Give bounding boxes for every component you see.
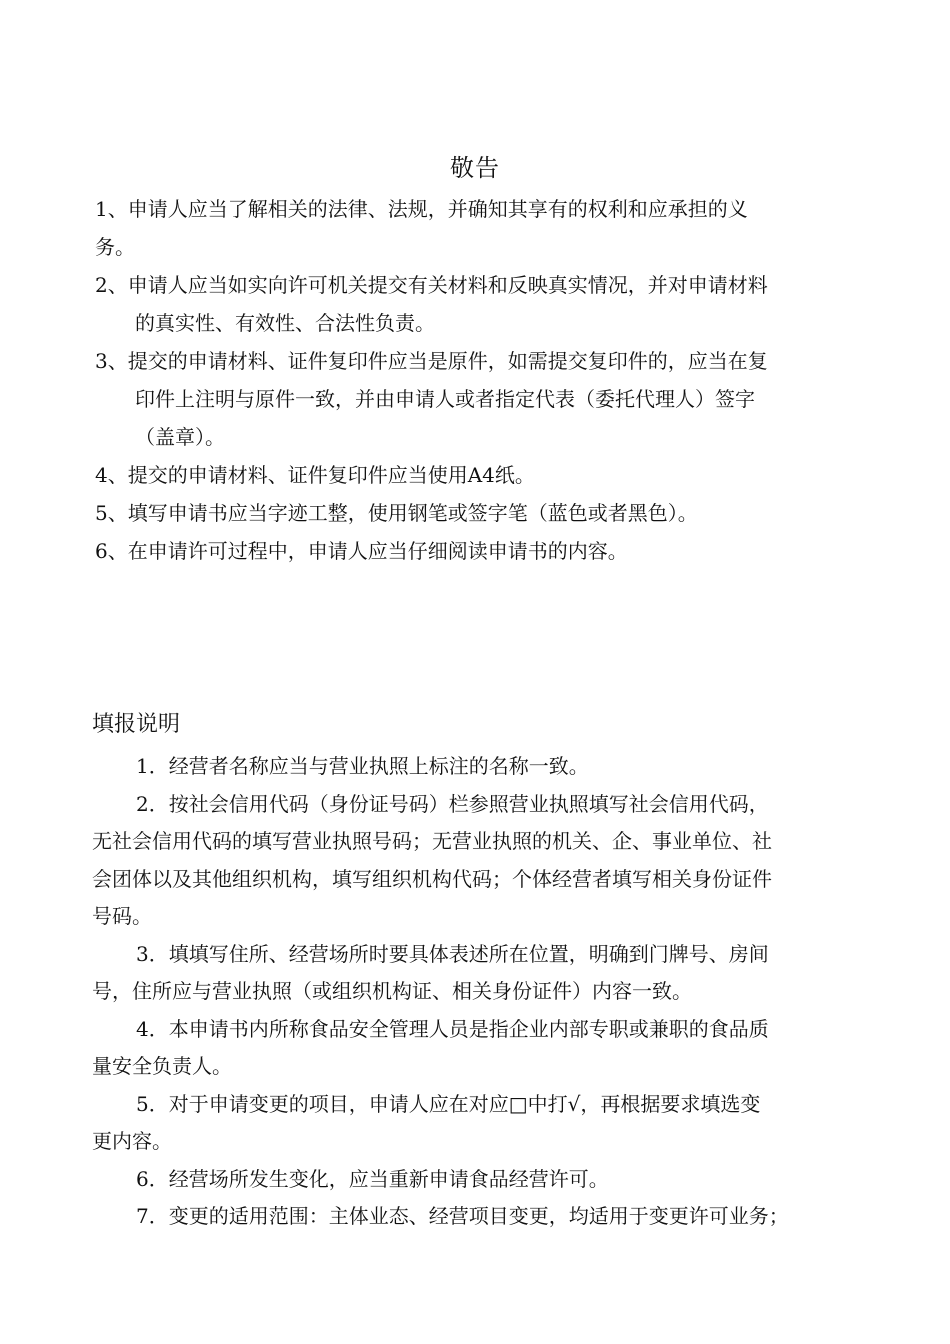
instruction-line: 号，住所应与营业执照（或组织机构证、相关身份证件）内容一致。 (92, 979, 692, 1003)
notice-line: 4、提交的申请材料、证件复印件应当使用A4纸。 (95, 463, 535, 487)
notice-item-3 (95, 342, 865, 456)
instruction-line: 7．变更的适用范围：主体业态、经营项目变更，均适用于变更许可业务； (136, 1204, 789, 1228)
instruction-line: 1．经营者名称应当与营业执照上标注的名称一致。 (136, 754, 589, 778)
notice-line: 6、在申请许可过程中，申请人应当仔细阅读申请书的内容。 (95, 539, 628, 563)
instruction-item-3 (92, 936, 867, 1011)
notice-item-4 (95, 456, 865, 494)
notice-item-5 (95, 494, 865, 532)
notice-title: 敬告 (450, 154, 500, 182)
instruction-line: 3．填填写住所、经营场所时要具体表述所在位置，明确到门牌号、房间 (136, 941, 769, 966)
instruction-line: 4．本申请书内所称食品安全管理人员是指企业内部专职或兼职的食品质 (136, 1016, 769, 1041)
notice-line: 的真实性、有效性、合法性负责。 (135, 311, 435, 335)
instructions-list (92, 748, 867, 1236)
instruction-line: 量安全负责人。 (92, 1054, 232, 1078)
notice-list (95, 190, 865, 570)
instruction-line: 号码。 (92, 904, 152, 928)
notice-line: （盖章）。 (135, 425, 225, 449)
instruction-item-2 (92, 786, 867, 936)
instruction-item-6 (92, 1161, 867, 1199)
notice-line: 印件上注明与原件一致，并由申请人或者指定代表（委托代理人）签字 (135, 387, 755, 411)
instructions-title: 填报说明 (92, 712, 181, 737)
instruction-item-4 (92, 1011, 867, 1086)
notice-item-2 (95, 266, 865, 342)
notice-line: 务。 (95, 235, 135, 259)
instruction-line: 2．按社会信用代码（身份证号码）栏参照营业执照填写社会信用代码， (136, 791, 769, 816)
notice-line: 3、提交的申请材料、证件复印件应当是原件，如需提交复印件的，应当在复 (95, 349, 768, 373)
instruction-line: 更内容。 (92, 1129, 172, 1153)
notice-item-6 (95, 532, 865, 570)
instruction-line: 6．经营场所发生变化，应当重新申请食品经营许可。 (136, 1166, 609, 1191)
instruction-line: 5．对于申请变更的项目，申请人应在对应□中打√，再根据要求填选变 (136, 1091, 761, 1116)
notice-line: 1、申请人应当了解相关的法律、法规，并确知其享有的权利和应承担的义 (95, 197, 748, 221)
instruction-item-5 (92, 1086, 867, 1161)
instruction-line: 会团体以及其他组织机构，填写组织机构代码；个体经营者填写相关身份证件 (92, 866, 772, 891)
instruction-item-7 (92, 1198, 867, 1236)
instruction-item-1 (92, 748, 867, 786)
notice-line: 5、填写申请书应当字迹工整，使用钢笔或签字笔（蓝色或者黑色）。 (95, 501, 698, 525)
notice-item-1 (95, 190, 865, 266)
notice-line: 2、申请人应当如实向许可机关提交有关材料和反映真实情况，并对申请材料 (95, 273, 768, 297)
instruction-line: 无社会信用代码的填写营业执照号码；无营业执照的机关、企、事业单位、社 (92, 829, 772, 853)
